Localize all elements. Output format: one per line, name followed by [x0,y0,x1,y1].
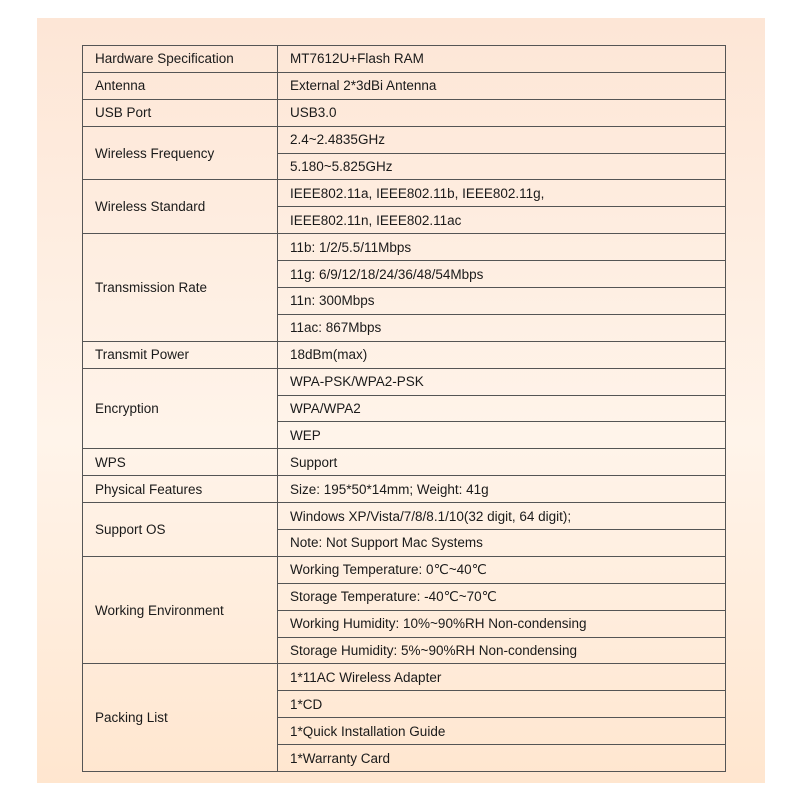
spec-value: WEP [278,422,726,449]
spec-value: 11ac: 867Mbps [278,314,726,341]
spec-value: MT7612U+Flash RAM [278,46,726,73]
spec-value: Working Temperature: 0℃~40℃ [278,556,726,583]
spec-value: Storage Humidity: 5%~90%RH Non-condensing [278,637,726,664]
spec-value: WPA/WPA2 [278,395,726,422]
spec-label: Antenna [83,72,278,99]
spec-row [83,503,726,530]
spec-row [83,449,726,476]
spec-value: 11b: 1/2/5.5/11Mbps [278,234,726,261]
spec-value: IEEE802.11a, IEEE802.11b, IEEE802.11g, [278,180,726,207]
spec-row [83,234,726,261]
spec-label: Wireless Frequency [83,126,278,180]
spec-row [83,664,726,691]
spec-label: Transmission Rate [83,234,278,342]
spec-label: Working Environment [83,556,278,664]
spec-value: External 2*3dBi Antenna [278,72,726,99]
spec-row [83,341,726,368]
spec-label: Support OS [83,503,278,557]
spec-label: Hardware Specification [83,46,278,73]
spec-value: 1*CD [278,691,726,718]
spec-value: 1*Warranty Card [278,745,726,772]
spec-label: Wireless Standard [83,180,278,234]
spec-value: 2.4~2.4835GHz [278,126,726,153]
spec-label: Encryption [83,368,278,449]
spec-value: 11n: 300Mbps [278,288,726,315]
spec-row [83,180,726,207]
spec-label: Transmit Power [83,341,278,368]
spec-value: IEEE802.11n, IEEE802.11ac [278,207,726,234]
specification-table [82,45,726,772]
spec-value: Storage Temperature: -40℃~70℃ [278,583,726,610]
spec-label: WPS [83,449,278,476]
spec-label: Packing List [83,664,278,772]
spec-label: Physical Features [83,476,278,503]
specification-table-body [83,46,726,772]
spec-value: Working Humidity: 10%~90%RH Non-condensing [278,610,726,637]
spec-row [83,368,726,395]
spec-value: 1*11AC Wireless Adapter [278,664,726,691]
spec-value: Windows XP/Vista/7/8/8.1/10(32 digit, 64 digit); [278,503,726,530]
spec-value: Support [278,449,726,476]
spec-row [83,99,726,126]
spec-value: 11g: 6/9/12/18/24/36/48/54Mbps [278,261,726,288]
spec-value: USB3.0 [278,99,726,126]
spec-value: 18dBm(max) [278,341,726,368]
spec-label: USB Port [83,99,278,126]
spec-row [83,72,726,99]
spec-value: Note: Not Support Mac Systems [278,530,726,557]
spec-row [83,126,726,153]
spec-value: Size: 195*50*14mm; Weight: 41g [278,476,726,503]
spec-row [83,476,726,503]
spec-value: 1*Quick Installation Guide [278,718,726,745]
spec-value: 5.180~5.825GHz [278,153,726,180]
spec-row [83,556,726,583]
spec-value: WPA-PSK/WPA2-PSK [278,368,726,395]
spec-row [83,46,726,73]
